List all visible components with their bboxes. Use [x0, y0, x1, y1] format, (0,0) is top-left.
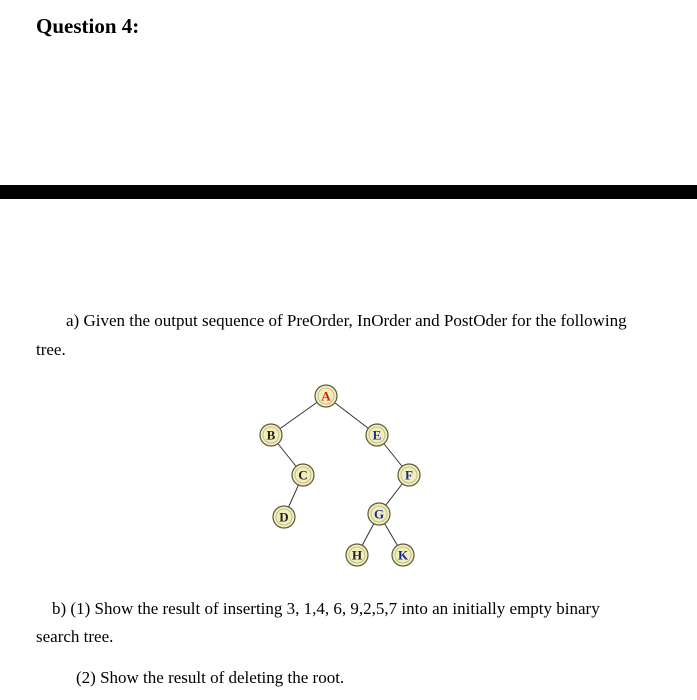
tree-node-D	[273, 506, 295, 528]
tree-node-label-F: F	[405, 467, 413, 483]
tree-node-B	[260, 424, 282, 446]
tree-node-A	[315, 385, 337, 407]
part-a-prompt: a) Given the output sequence of PreOrder, InOrder and PostOder for the following	[66, 311, 627, 330]
tree-node-C	[292, 464, 314, 486]
question-title: Question 4:	[36, 14, 140, 38]
separator-bar	[0, 185, 697, 199]
part-b-prompt-continuation: search tree.	[36, 627, 114, 646]
tree-node-label-K: K	[397, 547, 409, 563]
tree-nodes	[260, 385, 420, 566]
tree-node-label-B: B	[266, 427, 276, 443]
tree-node-E	[366, 424, 388, 446]
tree-node-H	[346, 544, 368, 566]
tree-node-K	[392, 544, 414, 566]
binary-tree-diagram	[240, 375, 440, 580]
tree-node-label-C: C	[298, 467, 308, 483]
part-a-prompt-continuation: tree.	[36, 340, 66, 359]
tree-node-G	[368, 503, 390, 525]
tree-node-label-D: D	[279, 509, 289, 525]
tree-node-label-E: E	[372, 427, 382, 443]
tree-node-F	[398, 464, 420, 486]
part-b-subquestion-2: (2) Show the result of deleting the root.	[76, 668, 345, 687]
tree-node-label-A: A	[321, 388, 331, 404]
tree-node-label-H: H	[351, 547, 363, 563]
tree-node-label-G: G	[373, 506, 385, 522]
part-b-prompt: b) (1) Show the result of inserting 3, 1,4, 6, 9,2,5,7 into an initially empty binary	[52, 599, 600, 618]
